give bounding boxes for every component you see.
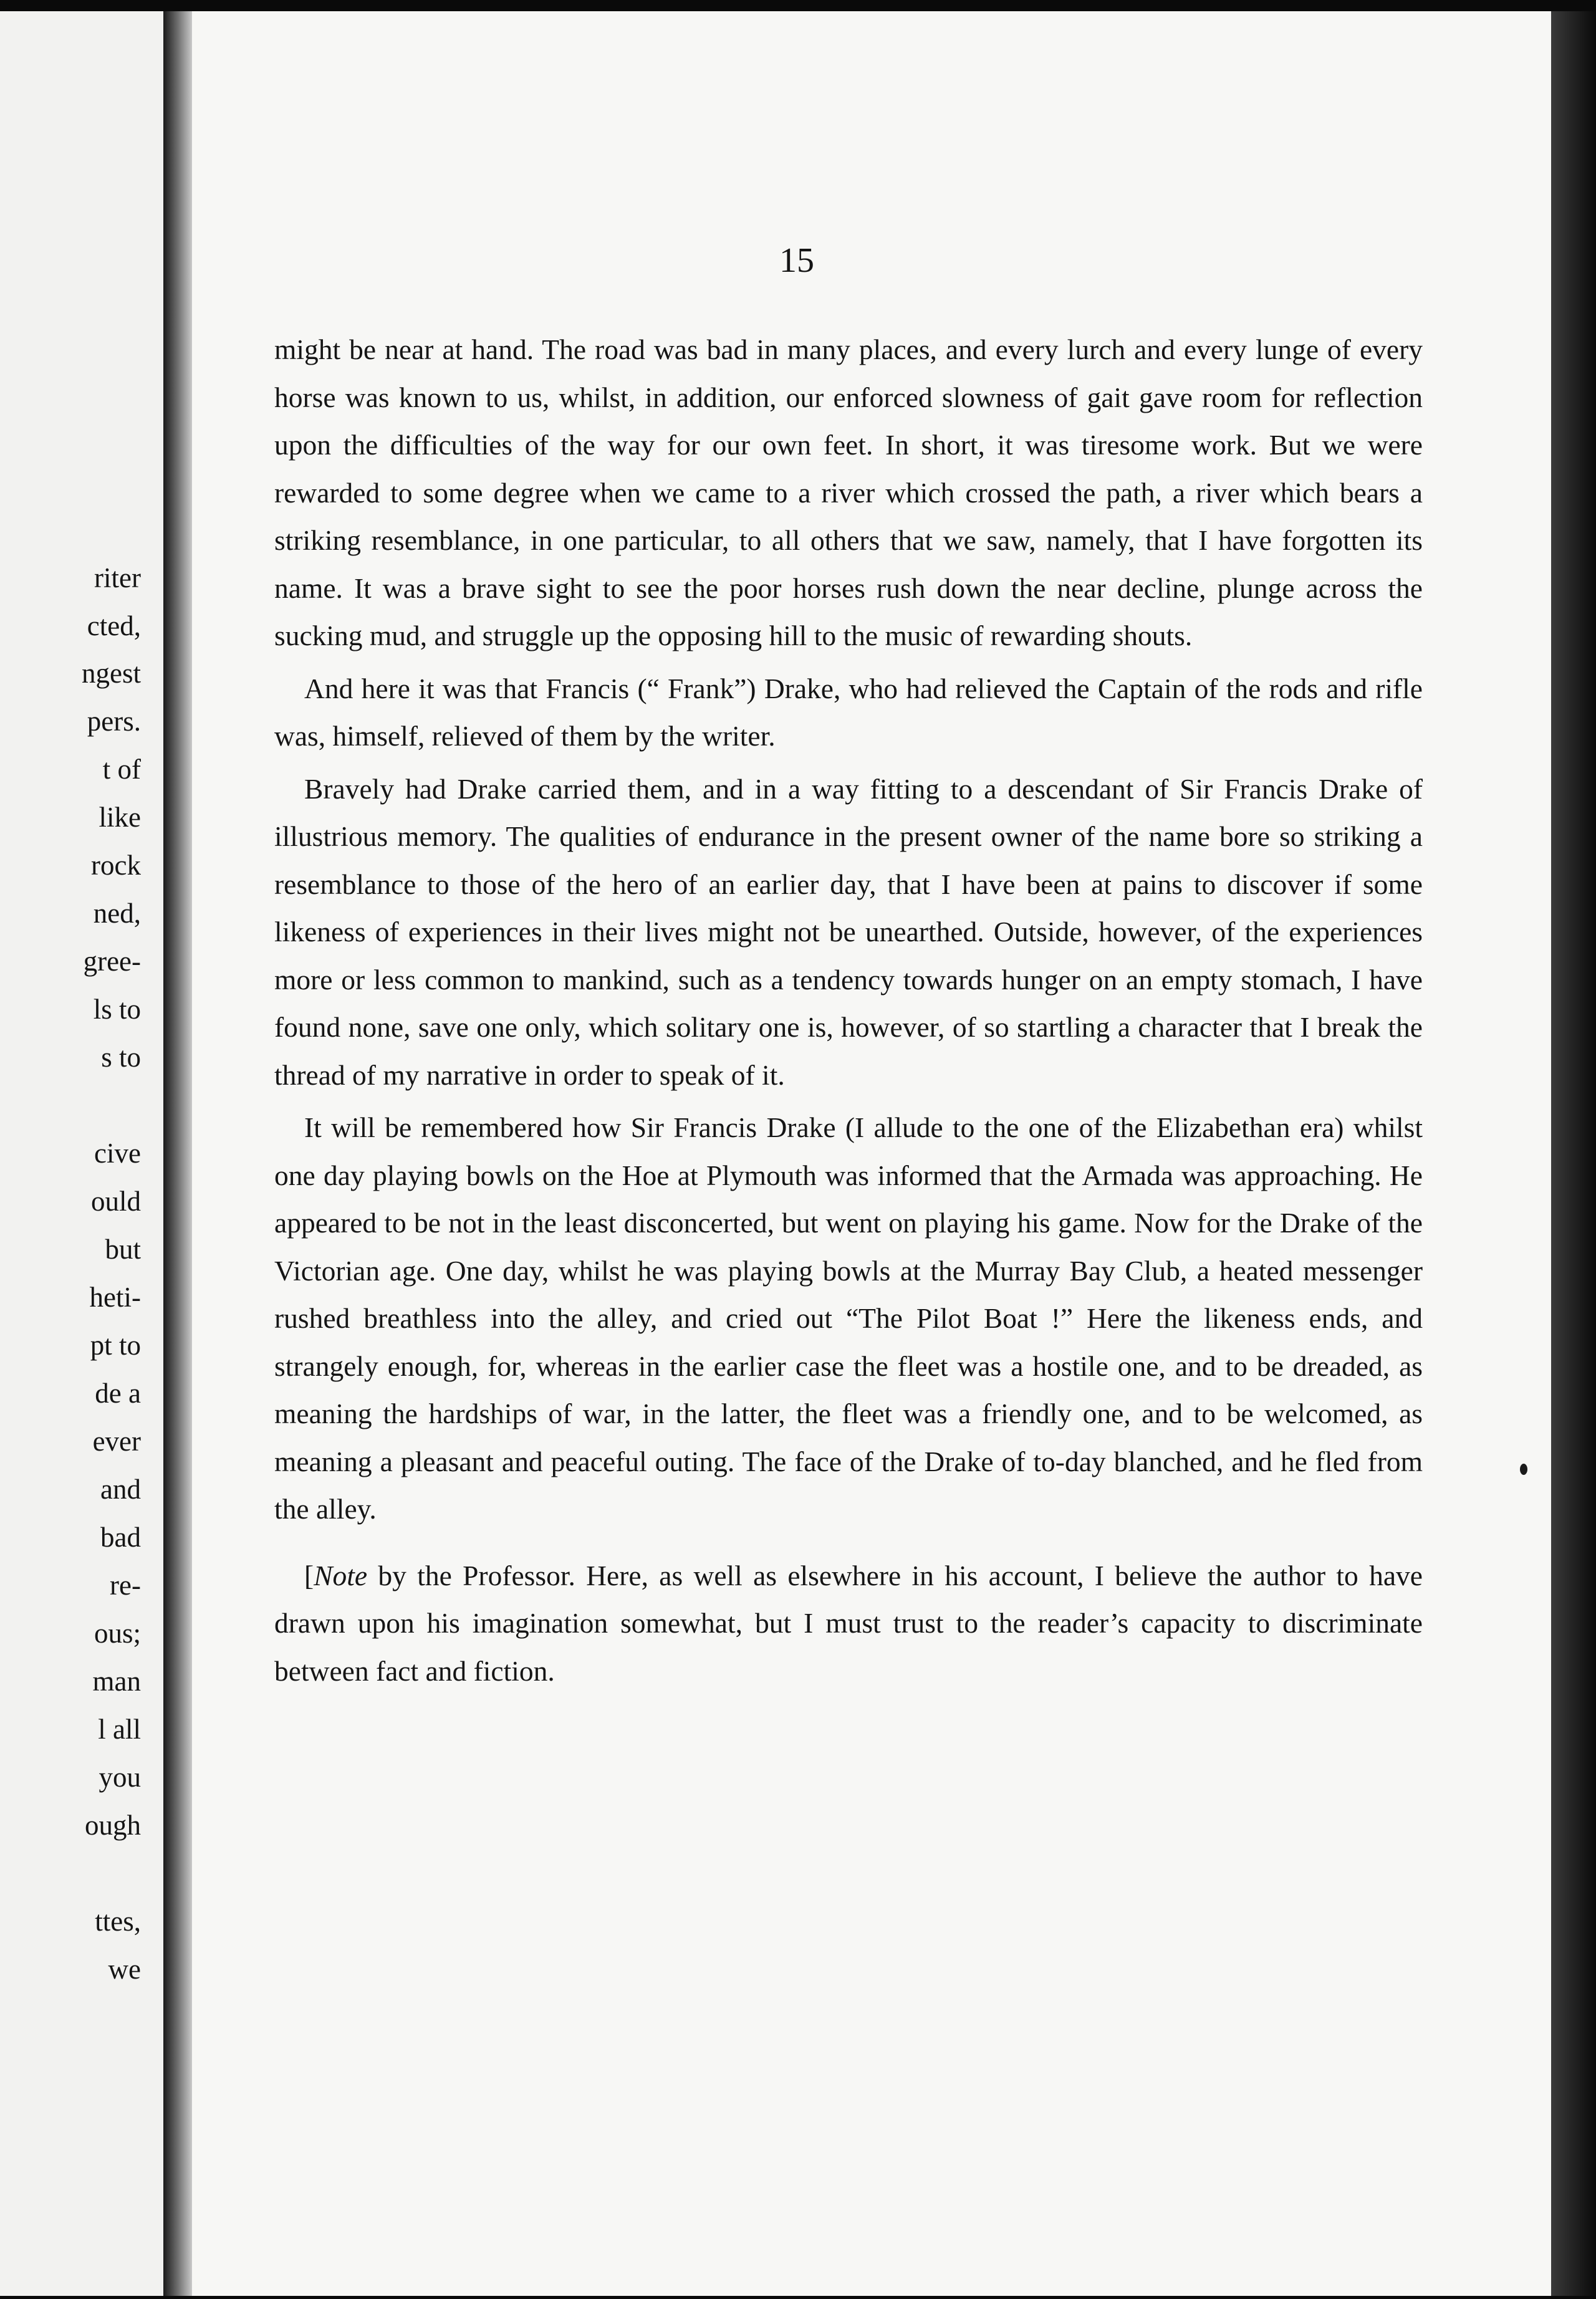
paragraph-1: might be near at hand. The road was bad in many places, and every lurch and every lunge of every horse was known to us, whilst, in addition, our enforced slowness of gait gave room for reflection upon the difficulties of the way for our own feet. In short, it was tiresome work. But we were rewarded to some degree when we came to a river which crossed the path, a river which bears a striking resemblance, in one particular, to all others that we saw, namely, that I have forgotten its name. It was a brave sight to see the poor horses rush down the near decline, plunge across the sucking mud, and struggle up the opposing hill to the music of rewarding shouts. (274, 334, 1423, 651)
left-page-line: ned, (93, 898, 141, 929)
left-page-line: rock (91, 850, 141, 881)
left-page-line: bad (100, 1522, 141, 1553)
left-page-line: de a (95, 1378, 141, 1409)
left-page-line: ngest (82, 658, 141, 689)
left-page-line: ever (92, 1426, 141, 1457)
left-page-line: ould (90, 1186, 141, 1217)
left-page-line: pt to (90, 1330, 141, 1361)
left-page-line: we (108, 1954, 141, 1985)
left-page-line: man (92, 1666, 141, 1697)
left-page-line: gree- (83, 946, 141, 977)
body-text (274, 326, 1423, 1695)
left-page-line: ls to (93, 994, 141, 1025)
left-page-line: you (99, 1762, 141, 1793)
left-page-line: and (100, 1474, 141, 1505)
left-page-line: pers. (87, 706, 141, 737)
page-number: 15 (779, 241, 814, 280)
right-page (192, 11, 1551, 2296)
left-page-line: cive (94, 1138, 141, 1169)
left-page-fragment (0, 11, 163, 2296)
left-page-line: heti- (89, 1282, 141, 1313)
left-page-line: riter (94, 562, 141, 593)
note-text: by the Professor. Here, as well as elsewhere in his account, I believe the author to have drawn upon his imagination somewhat, but I must trust to the reader’s capacity to discriminate between fact and fiction. (274, 1559, 1423, 1687)
left-page-line: ous; (94, 1618, 141, 1649)
left-page-line: ttes, (95, 1906, 141, 1937)
book-gutter (163, 11, 192, 2296)
note-open-bracket: [ (304, 1559, 314, 1591)
left-page-line: cted, (87, 610, 141, 641)
paragraph-2: And here it was that Francis (“ Frank”) Drake, who had relieved the Captain of the rods and rifle was, himself, relieved of them by the writer. (274, 672, 1423, 752)
left-page-line: ough (85, 1810, 141, 1841)
note-label: Note (314, 1559, 368, 1591)
scan-edge (1551, 11, 1596, 2296)
left-page-line: but (105, 1234, 141, 1265)
left-page-line: l all (98, 1714, 141, 1745)
left-page-line: t of (102, 754, 141, 785)
paragraph-3: Bravely had Drake carried them, and in a way fitting to a descendant of Sir Francis Drake of illustrious memory. The qualities of endurance in the present owner of the name bore so striking a resemblance to those of the hero of an earlier day, that I have been at pains to discover if some likeness of experiences in their lives might not be unearthed. Outside, however, of the experiences more or less common to mankind, such as a tendency towards hunger on an empty stomach, I have found none, save one only, which solitary one is, however, of so startling a character that I break the thread of my narrative in order to speak of it. (274, 772, 1423, 1091)
left-page-line: re- (110, 1570, 141, 1601)
professor-note (274, 1552, 1423, 1696)
left-page-line: s to (101, 1042, 141, 1073)
ink-speck (1520, 1464, 1527, 1475)
left-page-line: like (99, 802, 141, 833)
paragraph-4: It will be remembered how Sir Francis Drake (I allude to the one of the Elizabethan era) whilst one day playing bowls on the Hoe at Plymouth was informed that the Armada was approaching. He appeared to be not in the least disconcerted, but went on playing his game. Now for the Drake of the Victorian age. One day, whilst he was playing bowls at the Murray Bay Club, a heated messenger rushed breathless into the alley, and cried out “The Pilot Boat !” Here the likeness ends, and strangely enough, for, whereas in the earlier case the fleet was a hostile one, and to be dreaded, as meaning the hardships of war, in the latter, the fleet was a friendly one, and to be welcomed, as meaning a pleasant and peaceful outing. The face of the Drake of to-day blanched, and he fled from the alley. (274, 1111, 1423, 1525)
